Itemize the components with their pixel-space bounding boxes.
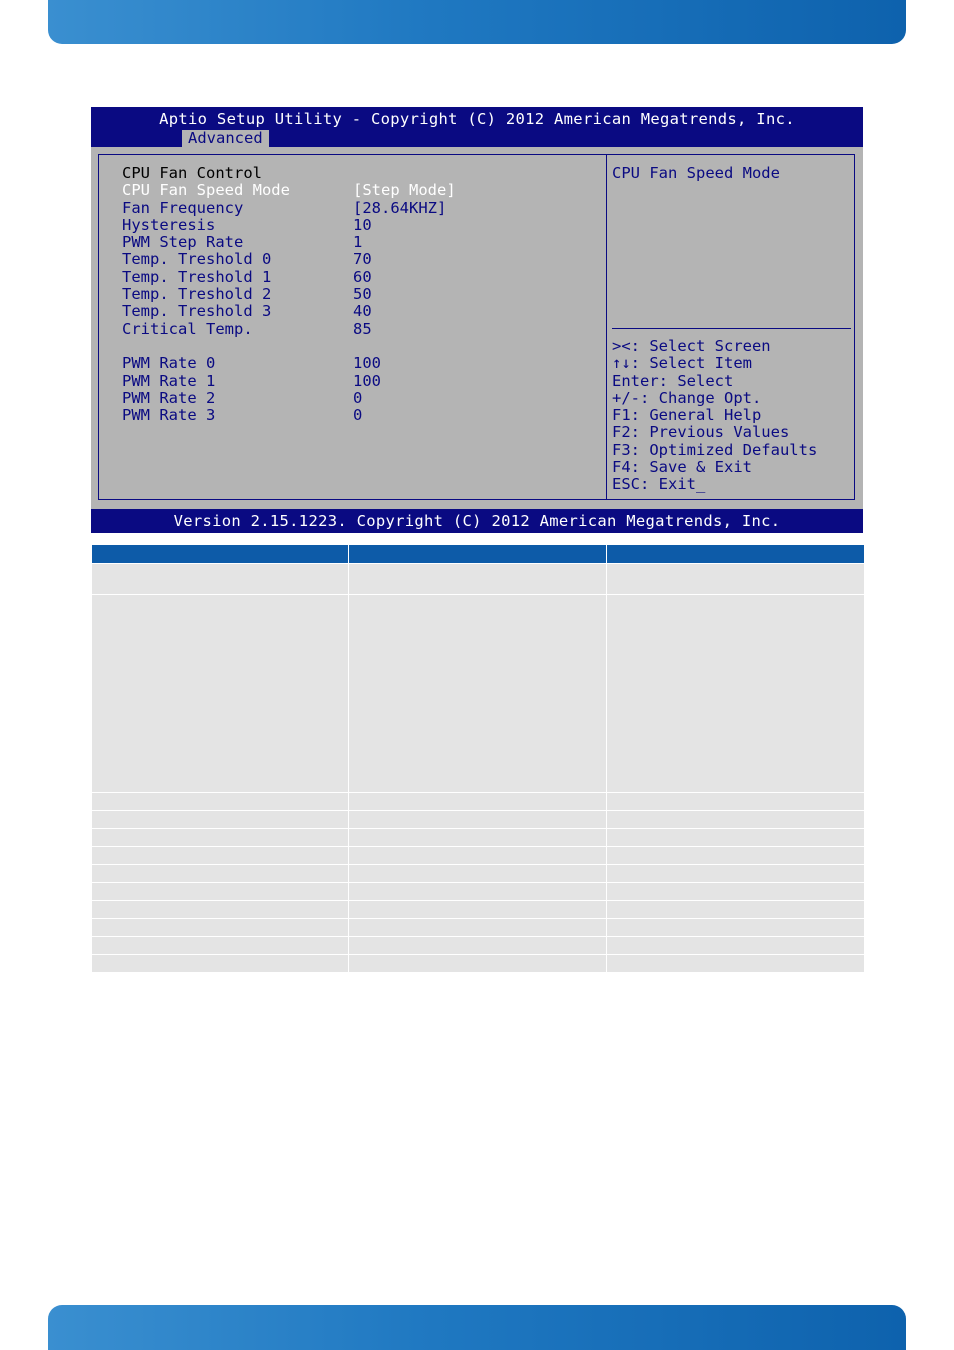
setting-label: PWM Rate 3 [122,406,216,425]
table-cell [92,919,349,937]
help-divider [612,328,851,329]
setting-pwm-rate-1[interactable] [122,373,456,390]
settings-list [122,165,456,424]
key-help-item: ESC: Exit_ [612,475,706,494]
help-title: CPU Fan Speed Mode [612,164,780,182]
table-cell [92,564,349,595]
key-help-item: F2: Previous Values [612,423,790,442]
setting-pwm-step-rate[interactable] [122,234,456,251]
table-cell [92,883,349,901]
table-row [92,865,865,883]
setting-value[interactable]: 100 [353,354,381,373]
page-header-band [48,0,906,44]
table-cell [349,901,607,919]
table-cell [607,865,865,883]
setting-fan-frequency[interactable] [122,200,456,217]
setting-value[interactable]: 70 [353,250,372,269]
key-help-item: Enter: Select [612,371,734,390]
setting-value[interactable]: 100 [353,371,381,390]
table-cell [92,847,349,865]
table-header-cell [349,545,607,564]
setting-hysteresis[interactable] [122,217,456,234]
key-help-item: F1: General Help [612,406,762,425]
table-row [92,829,865,847]
setting-label: Temp. Treshold 1 [122,267,272,286]
table-cell [607,829,865,847]
table-cell [92,865,349,883]
key-help-item: +/-: Change Opt. [612,388,762,407]
table-header-row [92,545,865,564]
setting-label: Fan Frequency [122,198,244,217]
bios-panel-divider [606,154,607,500]
setting-pwm-rate-2[interactable] [122,390,456,407]
setting-value[interactable]: 10 [353,215,372,234]
settings-description-table [91,544,865,973]
section-heading-label: CPU Fan Control [122,164,262,182]
tab-advanced[interactable]: Advanced [182,130,269,147]
setting-label: Temp. Treshold 3 [122,302,272,321]
key-help-list [612,338,817,494]
table-cell [607,883,865,901]
table-cell [607,937,865,955]
setting-label: Critical Temp. [122,319,253,338]
table-cell [607,595,865,793]
setting-temp-treshold-1[interactable] [122,269,456,286]
table-cell [607,955,865,973]
table-cell [349,829,607,847]
setting-label: Hysteresis [122,215,216,234]
setting-value[interactable]: 1 [353,233,363,252]
bios-footer: Version 2.15.1223. Copyright (C) 2012 American Megatrends, Inc. [91,509,863,533]
setting-temp-treshold-3[interactable] [122,303,456,320]
table-cell [349,793,607,811]
table-cell [92,595,349,793]
setting-temp-treshold-2[interactable] [122,286,456,303]
key-help-item: F4: Save & Exit [612,458,752,477]
setting-label: PWM Rate 0 [122,354,216,373]
table-row [92,955,865,973]
table-cell [349,937,607,955]
section-heading [122,165,456,182]
setting-value[interactable]: 60 [353,267,372,286]
table-cell [349,811,607,829]
table-header-cell [92,545,349,564]
table-cell [92,829,349,847]
table-cell [92,811,349,829]
bios-setup-screen [91,107,863,533]
spacer-row [122,338,456,355]
table-cell [349,595,607,793]
setting-pwm-rate-3[interactable] [122,407,456,424]
table-cell [349,564,607,595]
setting-value[interactable]: 0 [353,388,363,407]
table-cell [92,955,349,973]
bios-header [91,107,863,147]
setting-label: CPU Fan Speed Mode [122,181,290,200]
table-row [92,564,865,595]
table-cell [607,793,865,811]
setting-value[interactable]: 85 [353,319,372,338]
table-row [92,919,865,937]
key-help-item: ><: Select Screen [612,337,771,355]
setting-value[interactable]: [Step Mode] [353,181,456,200]
table-row [92,847,865,865]
setting-label: PWM Rate 2 [122,388,216,407]
table-header-cell [607,545,865,564]
table-cell [349,847,607,865]
table-row [92,901,865,919]
table-cell [607,564,865,595]
table-cell [349,919,607,937]
setting-label: Temp. Treshold 2 [122,285,272,304]
bios-title: Aptio Setup Utility - Copyright (C) 2012 American Megatrends, Inc. [159,110,795,128]
setting-cpu-fan-speed-mode[interactable] [122,182,456,199]
table-cell [607,811,865,829]
setting-label: Temp. Treshold 0 [122,250,272,269]
table-row [92,811,865,829]
setting-temp-treshold-0[interactable] [122,251,456,268]
key-help-item: ↑↓: Select Item [612,354,752,373]
table-cell [92,793,349,811]
table-cell [607,901,865,919]
table-cell [349,955,607,973]
table-row [92,793,865,811]
setting-value[interactable]: [28.64KHZ] [353,198,447,217]
table-row [92,595,865,793]
table-cell [607,847,865,865]
key-help-item: F3: Optimized Defaults [612,440,818,459]
table-cell [92,937,349,955]
table-cell [349,883,607,901]
page-footer-band [48,1305,906,1350]
setting-label: PWM Rate 1 [122,371,216,390]
table-cell [607,919,865,937]
table-cell [349,865,607,883]
setting-value[interactable]: 50 [353,285,372,304]
setting-pwm-rate-0[interactable] [122,355,456,372]
setting-value[interactable]: 40 [353,302,372,321]
table-row [92,883,865,901]
setting-label: PWM Step Rate [122,233,244,252]
table-row [92,937,865,955]
table-cell [92,901,349,919]
setting-critical-temp[interactable] [122,321,456,338]
setting-value[interactable]: 0 [353,406,363,425]
